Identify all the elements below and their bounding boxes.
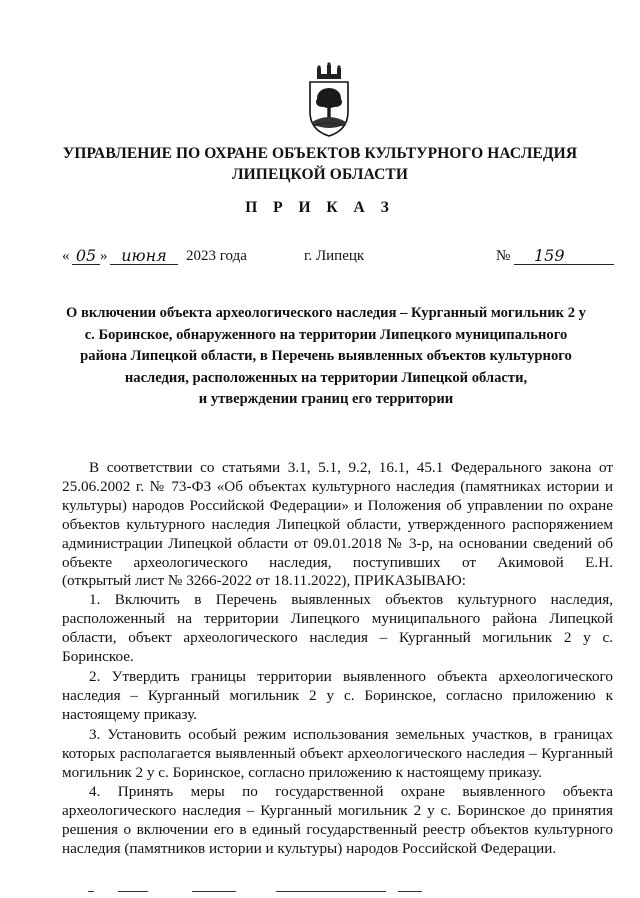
city: г. Липецк [304, 248, 365, 264]
order-number: 159 [514, 248, 614, 265]
order-item-2: 2. Утвердить границы территории выявленного объекта археологического наследия – Курганный могильник 2 у с. Боринское, согласно приложению к настоящему приказу. [62, 667, 613, 723]
heading-line: О включении объекта археологического наследия – Курганный могильник 2 у [66, 305, 586, 321]
date-year: 2023 года [186, 248, 247, 264]
order-item-3: 3. Установить особый режим использования земельных участков, в границах которых располагается выявленный объект археологического наследия – Курганный могильник 2 у с. Боринское, согласно приложению к настоящему приказу. [62, 725, 613, 781]
heading-line: наследия, расположенных на территории Липецкой области, [124, 369, 528, 386]
document-body [62, 459, 613, 859]
order-title: П Р И К А З [245, 199, 395, 216]
scan-artifact [192, 891, 236, 892]
organization-name-line1: УПРАВЛЕНИЕ ПО ОХРАНЕ ОБЪЕКТОВ КУЛЬТУРНОГО НАСЛЕДИЯ [62, 145, 578, 162]
scan-artifact [88, 891, 94, 892]
heading-line: с. Боринское, обнаруженного на территории Липецкого муниципального [84, 326, 568, 343]
scan-artifact [276, 891, 386, 892]
document-heading [52, 303, 600, 411]
preamble-ending: (открытый лист № 3266-2022 от 18.11.2022), ПРИКАЗЫВАЮ: [62, 572, 466, 590]
date-day: 05 [72, 248, 100, 265]
organization-name-line2: ЛИПЕЦКОЙ ОБЛАСТИ [232, 166, 408, 183]
heading-line: и утверждении границ его территории [198, 391, 454, 408]
date-open-quote: « [62, 248, 70, 264]
coat-of-arms-emblem [302, 62, 356, 138]
order-item-1: 1. Включить в Перечень выявленных объектов культурного наследия, расположенный на территории Липецкого муниципального района Липецкой области, объект археологического наследия – Курганный могильник 2 у с. Боринское. [62, 591, 613, 666]
order-item-4: 4. Принять меры по государственной охране выявленного объекта археологического наследия – Курганный могильник 2 у с. Боринское до принятия решения о включении его в единый государственный реестр объектов культурного наследия (памятников истории и культуры) народов Российской Федерации. [62, 783, 613, 858]
scan-artifact [118, 891, 148, 892]
number-sign: № [496, 248, 511, 264]
preamble-paragraph: В соответствии со статьями 3.1, 5.1, 9.2, 16.1, 45.1 Федерального закона от 25.06.2002 г. № 73-ФЗ «Об объектах культурного наследия (памятниках истории и культуры) народов Российской Федерации» и Положения об управлении по охране объектов культурного наследия Липецкой области, утвержденного распоряжением администрации Липецкой области от 09.01.2018 № 3-р, на основании сведений об объекте археологического наследия, поступивших от Акимовой Е.Н. [62, 459, 613, 571]
heading-line: района Липецкой области, в Перечень выявленных объектов культурного [80, 348, 572, 365]
date-close-quote: » [100, 248, 108, 264]
date-month: июня [110, 248, 178, 265]
scan-artifact [398, 891, 422, 892]
